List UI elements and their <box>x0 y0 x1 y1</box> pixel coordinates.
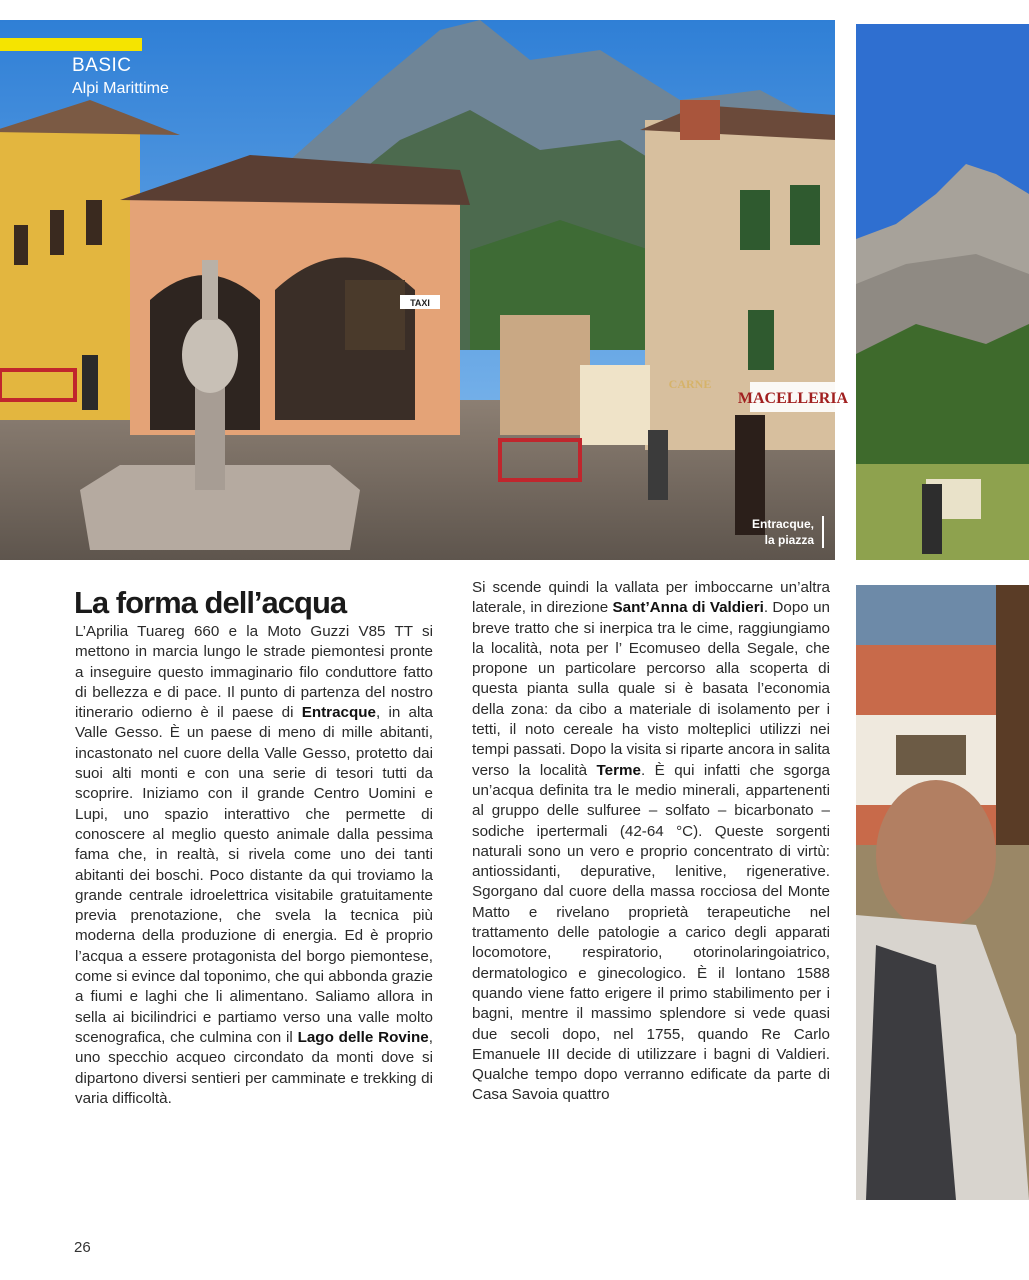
square-illustration <box>0 20 849 560</box>
text-run: , in alta Valle Gesso. È un paese di meno di mille abitanti, incastonato nel cuore della Valle Gesso, protetto dai suoi alti monti e con una serie di tesori tutti da scoprire. Iniziamo con il grande Centro Uomini e Lupi, uno spazio interattivo che permette di conoscere al meglio questo animale dalla pessima fama che, in realtà, si rivela come uno dei tanti abitanti dei boschi. Poco distante da qui troviamo la grande centrale idroelettrica visitabile gratuitamente previa prenotazione, che svela la tecnica più moderna della produzione di energia. Ed è proprio l’acqua a essere protagonista del borgo piemontese, come si evince dal toponimo, che qui abbonda grazie a fiumi e laghi che li alimentano. Saliamo allora in sella ai bicilindrici e partiamo verso una valle molto scenografica, che culmina con il <box>75 704 433 1046</box>
region-label: Alpi Marittime <box>72 80 169 97</box>
macelleria-sign: MACELLERIA <box>737 390 849 407</box>
article-column-left <box>75 622 433 1109</box>
person <box>922 484 942 554</box>
bold-place-name: Lago delle Rovine <box>297 1028 429 1046</box>
fountain-urn <box>182 317 238 393</box>
caption-line-1: Entracque, <box>751 517 814 531</box>
valley-photo <box>856 24 1029 560</box>
photo-caption <box>752 516 824 548</box>
section-accent-bar <box>0 38 142 51</box>
fountain-column <box>195 380 225 490</box>
section-label: BASIC <box>72 55 132 76</box>
yellow-house <box>0 130 140 420</box>
caption-line-2: la piazza <box>764 533 814 547</box>
taxi-sign: TAXI <box>410 298 430 308</box>
text-run: . È qui infatti che sgorga un’acqua definita tra le medio minerali, appartenenti al gruppo delle sulfuree – solfato – bicarbonato – sodiche ipertermali (42-64 °C). Queste sorgenti naturali sono un vero e proprio concentrato di virtù: antiossidanti, depurative, lenitive, rigenerative. Sgorgano dal cuore della massa rocciosa del Monte Matto e rivelano proprietà terapeutiche nel trattamento delle patologie a carico degli apparati locomotore, respiratorio, otorinolaringoiatrico, dermatologico e ginecologico. È il lontano 1588 quando viene fatto erigere il primo stabilimento per i bagni, mentre il massimo splendore si vede quasi due secoli dopo, nel 1755, quando Re Carlo Emanuele III decide di utilizzare i bagni di Valdieri. Qualche tempo dopo verranno edificate da parte di Casa Savoia quattro <box>472 761 830 1104</box>
forest <box>856 324 1029 474</box>
text-run: . Dopo un breve tratto che si inerpica tra le cime, raggiungiamo la località, nota per l’ Ecomuseo della Segale, che propone un particolare percorso alla scoperta di questa pianta sulla quale si è basata l’economia della zona: da cibo a materiale di isolamento per i tetti, il noto cereale ha visto molteplici utilizzi nei tempi passati. Dopo la visita si riparte ancora in salita verso la località <box>472 599 830 779</box>
text-run: Si scende quindi la vallata per imboccarne un’altra laterale, in direzione <box>472 579 830 617</box>
main-photo <box>0 20 849 560</box>
text-run: , uno specchio acqueo circondato da monti dove si dipartono diversi sentieri per camminate e trekking di varia difficoltà. <box>75 1028 433 1107</box>
text-run: L’Aprilia Tuareg 660 e la Moto Guzzi V85 TT si mettono in marcia lungo le strade piemontesi pronte a inseguire questo immaginario filo conduttore fatto di bellezza e di pace. Il punto di partenza del nostro itinerario odierno è il paese di <box>75 623 433 722</box>
article-title: La forma dell’acqua <box>74 585 347 620</box>
bold-place-name: Terme <box>596 761 641 779</box>
bold-place-name: Sant’Anna di Valdieri <box>612 599 764 617</box>
article-column-right <box>472 578 830 1106</box>
rider-photo <box>856 585 1029 1200</box>
pedestrian <box>648 430 668 500</box>
bold-place-name: Entracque <box>301 704 376 722</box>
rider-head <box>876 780 996 930</box>
page-number: 26 <box>74 1239 91 1256</box>
carne-sign: CARNE <box>668 377 712 391</box>
pedestrian <box>82 355 98 410</box>
